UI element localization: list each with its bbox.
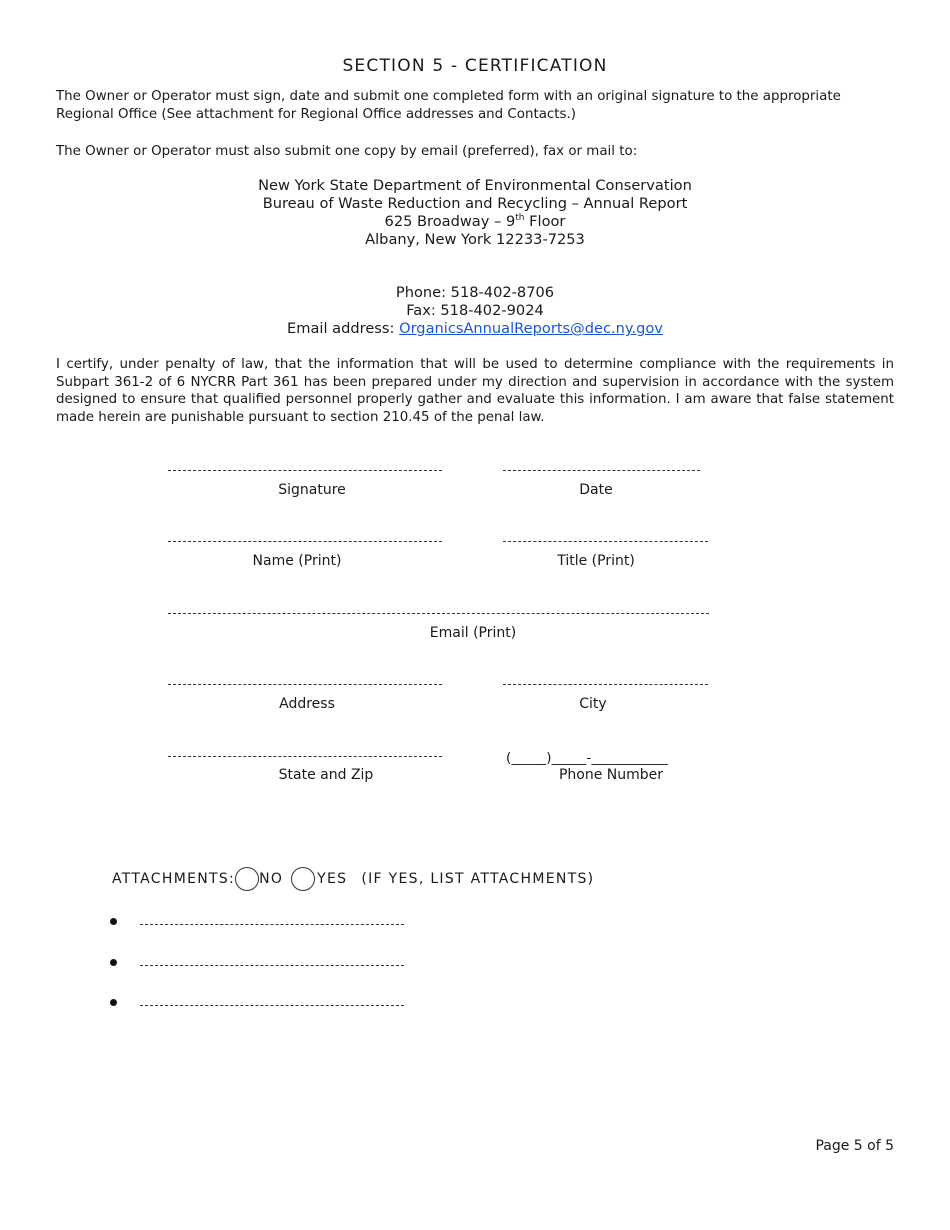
- attachments-row: [112, 866, 594, 892]
- bullet-icon: [110, 959, 117, 966]
- contact-email-link[interactable]: OrganicsAnnualReports@dec.ny.gov: [399, 320, 663, 337]
- state-zip-field[interactable]: [168, 756, 442, 757]
- address-field[interactable]: [168, 684, 442, 685]
- attachment-list-item: [110, 995, 430, 1015]
- signature-label: Signature: [278, 482, 346, 498]
- contact-email-row: [0, 320, 950, 338]
- attachment-3-field[interactable]: [140, 1005, 404, 1006]
- attachment-1-field[interactable]: [140, 924, 404, 925]
- bullet-icon: [110, 918, 117, 925]
- name-label: Name (Print): [252, 553, 342, 569]
- address-line-3-superscript: th: [515, 213, 525, 224]
- title-field[interactable]: [503, 541, 708, 542]
- title-label: Title (Print): [557, 553, 635, 569]
- contact-info: [0, 284, 950, 338]
- certification-statement: I certify, under penalty of law, that the information that will be used to determine compliance with the requirements in Subpart 361-2 of 6 NYCRR Part 361 has been prepared under my direction and supervision in accordance with the system designed to ensure that qualified personnel properly gather and evaluate this information. I am aware that false statement made herein are punishable pursuant to section 210.45 of the penal law.: [56, 357, 894, 425]
- signature-field[interactable]: [168, 470, 442, 471]
- attachments-no-radio[interactable]: [235, 867, 259, 891]
- date-field[interactable]: [503, 470, 700, 471]
- attachment-list-item: [110, 914, 430, 934]
- instructions-paragraph-2: The Owner or Operator must also submit one copy by email (preferred), fax or mail to:: [56, 144, 638, 159]
- name-field[interactable]: [168, 541, 442, 542]
- address-line-2: Bureau of Waste Reduction and Recycling – Annual Report: [262, 195, 688, 212]
- city-field[interactable]: [503, 684, 708, 685]
- attachments-label: ATTACHMENTS:: [112, 871, 236, 887]
- attachments-note: (IF YES, LIST ATTACHMENTS): [361, 871, 595, 887]
- address-line-1: New York State Department of Environmental Conservation: [258, 177, 692, 194]
- address-line-4: Albany, New York 12233-7253: [365, 231, 585, 248]
- contact-fax: Fax: 518-402-9024: [406, 302, 544, 319]
- address-label: Address: [279, 696, 335, 712]
- contact-phone: Phone: 518-402-8706: [395, 284, 555, 301]
- city-label: City: [579, 696, 607, 712]
- date-label: Date: [579, 482, 613, 498]
- attachments-yes-radio[interactable]: [291, 867, 315, 891]
- section-title: SECTION 5 - CERTIFICATION: [342, 56, 608, 76]
- email-field[interactable]: [168, 613, 709, 614]
- attachments-no-label: NO: [259, 871, 284, 887]
- phone-number-label: Phone Number: [558, 767, 664, 783]
- address-line-3: 625 Broadway – 9th Floor: [384, 213, 566, 230]
- email-label: Email (Print): [429, 625, 517, 641]
- bullet-icon: [110, 999, 117, 1006]
- attachments-yes-label: YES: [317, 871, 348, 887]
- instructions-paragraph-1: The Owner or Operator must sign, date and submit one completed form with an original signature to the appropriate Regional Office (See attachment for Regional Office addresses and Contacts.): [56, 89, 841, 122]
- contact-email-label: Email address:: [287, 320, 400, 337]
- state-zip-label: State and Zip: [278, 767, 374, 783]
- mailing-address: [0, 177, 950, 249]
- phone-number-field[interactable]: (_____)_____-___________: [506, 750, 668, 766]
- page-number: Page 5 of 5: [815, 1138, 894, 1154]
- attachment-list-item: [110, 955, 430, 975]
- attachment-2-field[interactable]: [140, 965, 404, 966]
